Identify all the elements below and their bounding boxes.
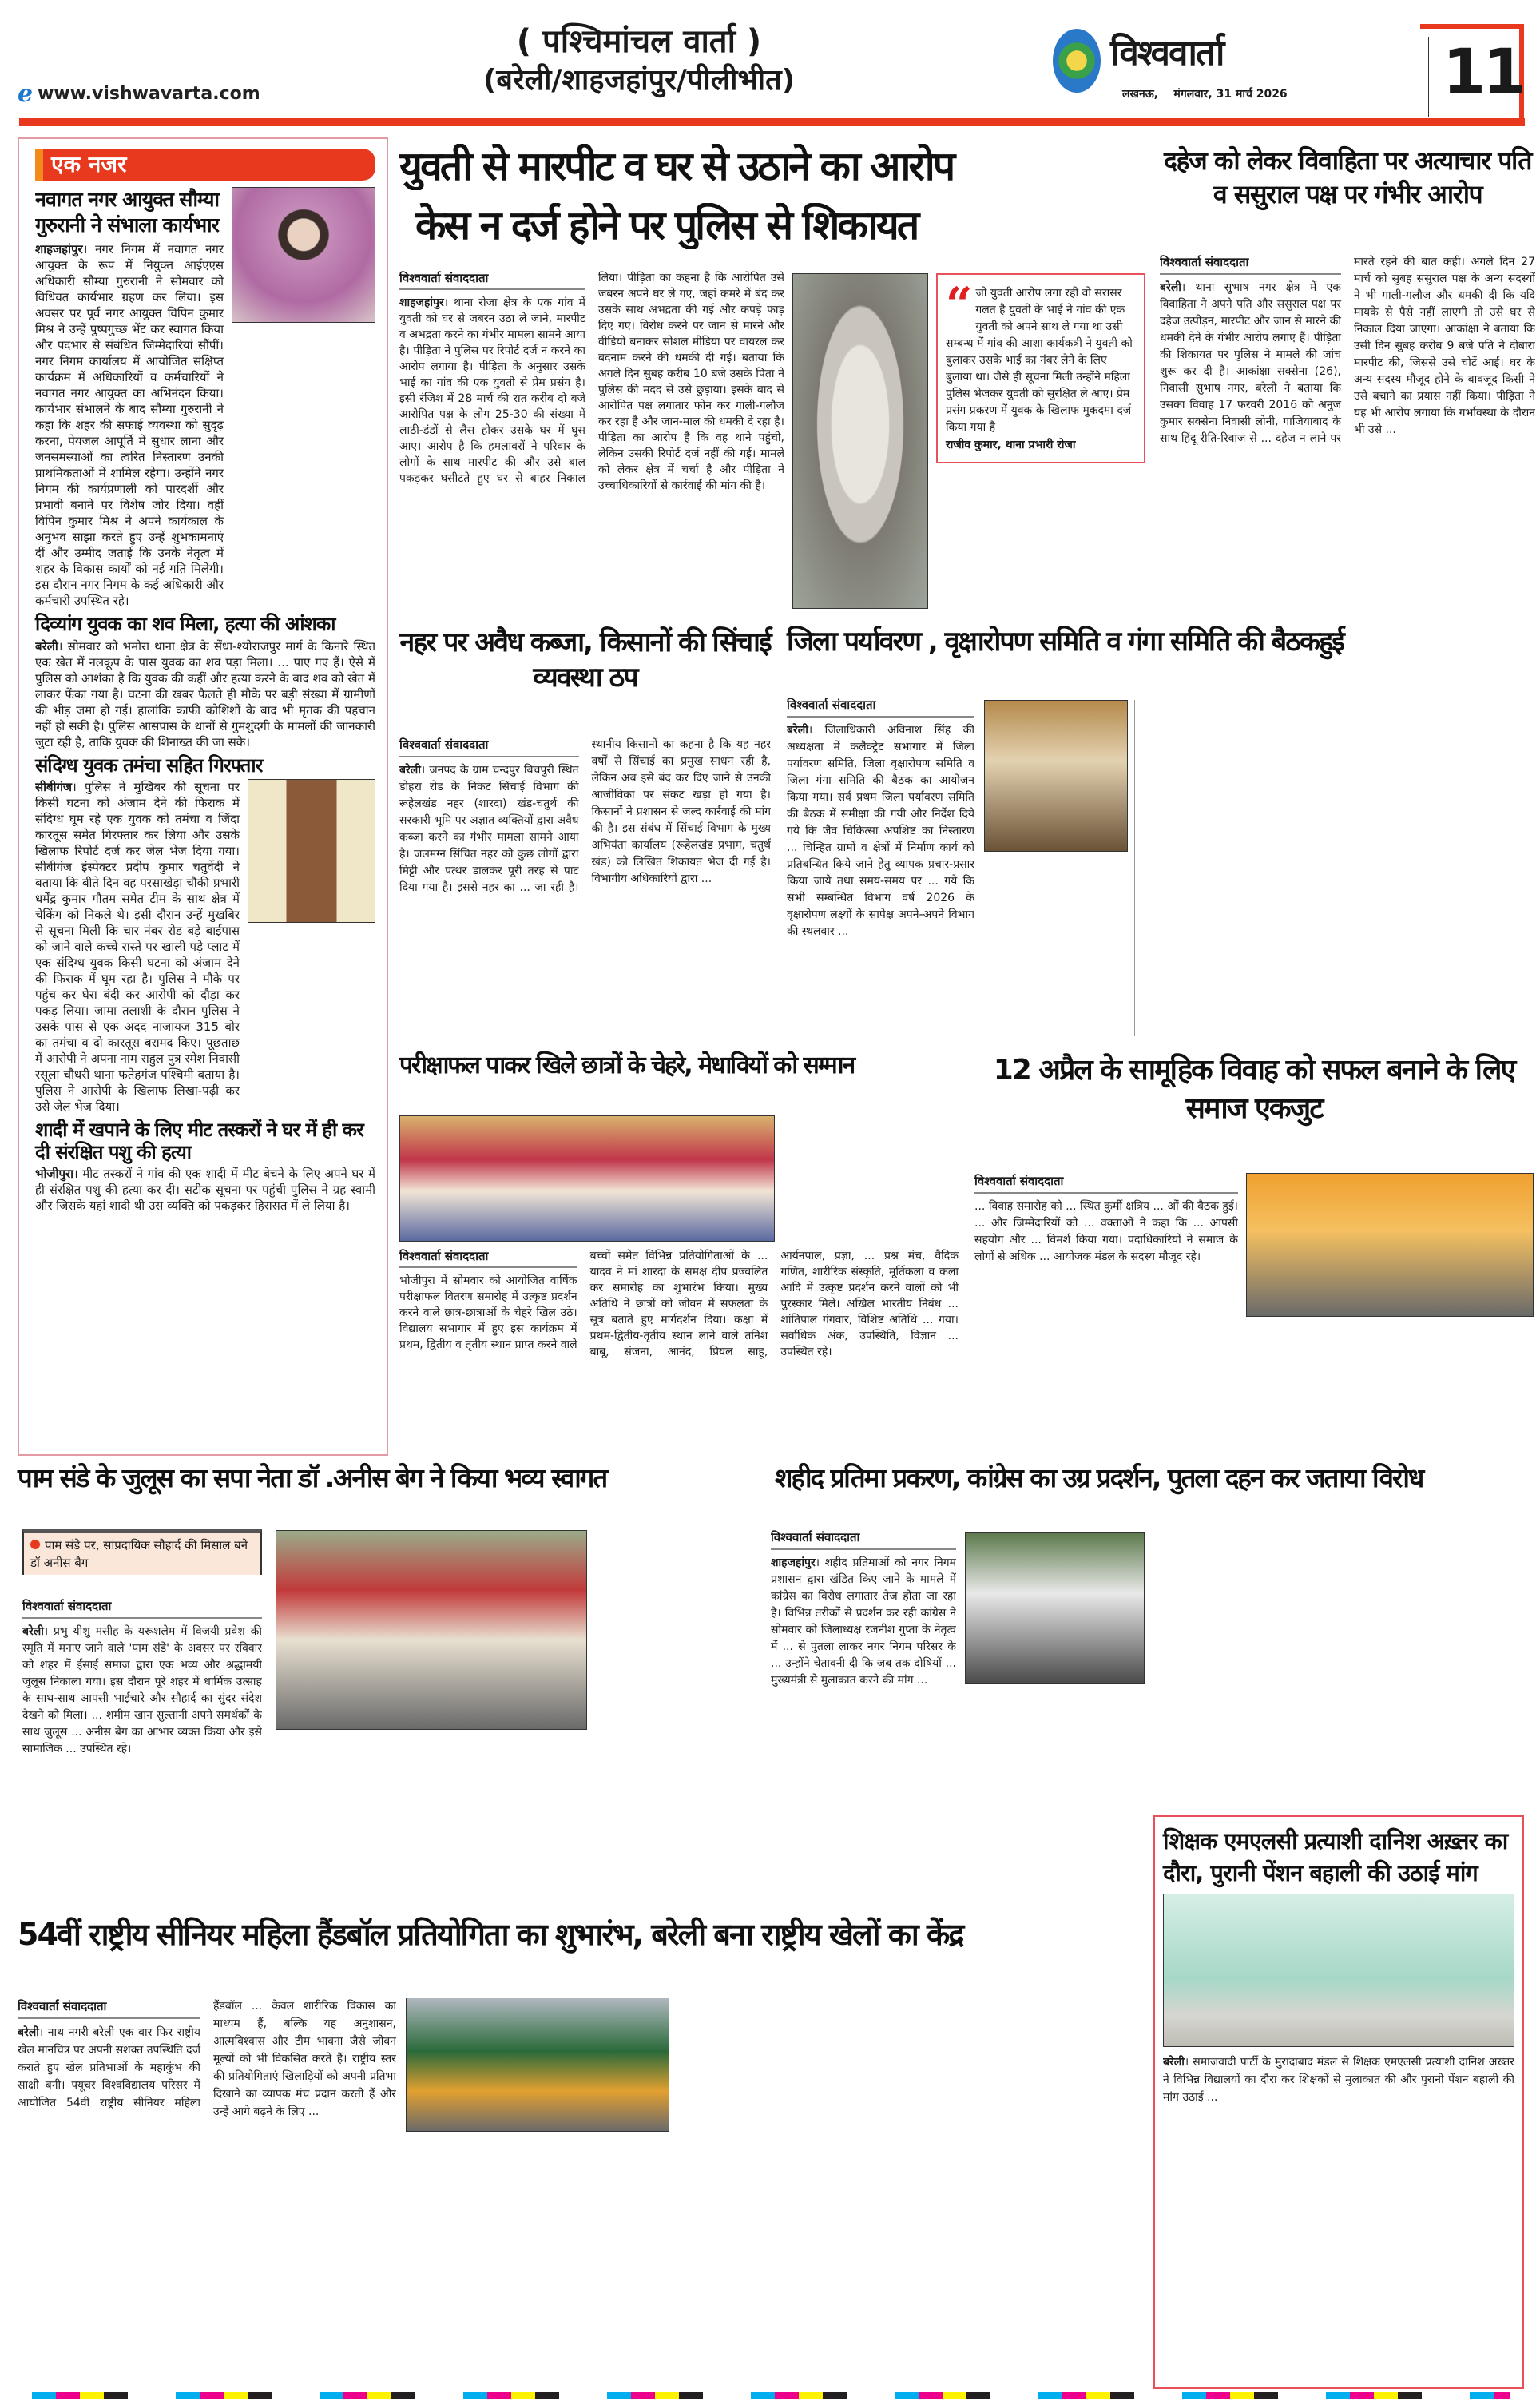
byline: विश्ववार्ता संवाददाता xyxy=(22,1598,262,1619)
dm-meeting-photo xyxy=(984,700,1128,852)
story-text: । प्रभु यीशु मसीह के यरूशलेम में विजयी प्रवेश की स्मृति में मनाए जाने वाले 'पाम संडे' के अवसर पर रविवार को शहर में ईसाई समाज द्वारा एक भव्य और श्रद्धामयी जुलूस निकाला गया। इस दौरान पूरे शहर में धार्मिक उत्साह के साथ-साथ आपसी भाईचारे और सौहार्द का सुंदर संदेश देखने को मिला। ... शमीम खान सुल्तानी अपने समर्थकों के साथ जुलूस ... अनीस बेग का आभार व्यक्त किया और इसे सामाजिक ... उपस्थित रहे। xyxy=(22,1625,262,1755)
martyr-story-body xyxy=(771,1529,956,1905)
lead-story-body xyxy=(399,270,784,617)
byline: विश्ववार्ता संवाददाता xyxy=(787,697,974,718)
column-rule xyxy=(1134,700,1135,1036)
story-text: ... विवाह समारोह को ... स्थित कुर्मी क्षत्रिय ... ओं की बैठक हुई। ... और जिम्मेदारियों को ... वक्ताओं ने कहा कि ... आपसी सहयोग और ... विमर्श किया गया। पदाधिकारियों ने समाज के लोगों से अधिक ... आयोजक मंडल के सदस्य मौजूद रहे। xyxy=(974,1200,1238,1263)
page-number-box xyxy=(1420,24,1524,123)
arrest-photo xyxy=(248,779,375,923)
palm-highlight-box xyxy=(22,1529,262,1575)
story-text: । जिलाधिकारी अविनाश सिंह की अध्यक्षता में कलैक्ट्रेट सभागार में जिला पर्यावरण समिति, जिला वृक्षारोपण समिति व जिला गंगा समिति की बैठक का आयोजन किया गया। सर्व प्रथम जिला पर्यावरण समिति की बैठक में समीक्षा की गयी और निर्देश दिये गये कि जैव चिकित्सा अपशिष्ट का निस्तारण ... चिन्हित ग्रामों व क्षेत्रों में निर्माण कार्य को प्रतिबन्धित किये जाने हेतु व्यापक प्रचार-प्रसार किया जाये तथा समय-समय पर ... गये कि सभी सम्बन्धित विभाग वर्ष 2026 के वृक्षारोपण लक्ष्यों के सापेक्ष अपने-अपने विभाग की स्थलवार ... xyxy=(787,724,974,938)
wedding-story-body xyxy=(974,1173,1238,1454)
byline: विश्ववार्ता संवाददाता xyxy=(1160,254,1341,275)
story-text: भोजीपुरा में सोमवार को आयोजित वार्षिक परीक्षाफल वितरण समारोह में उत्कृष्ट प्रदर्शन करने वाले छात्र-छात्राओं के चेहरे खिल उठे। विद्यालय सभागार में हुए इस कार्यक्रम में प्रथम, द्वितीय व तृतीय स्थान प्राप्त करने वाले बच्चों समेत विभिन्न प्रतियोगिताओं के ... यादव ने मां शारदा के समक्ष दीप प्रज्वलित कर समारोह का शुभारंभ किया। मुख्य अतिथि ने छात्रों को जीवन में सफलता के सूत्र बताते हुए मार्गदर्शन दिया। कक्षा में प्रथम-द्वितीय-तृतीय स्थान लाने वाले तनिश बाबू, संजना, आनंद, प्रियल साहू, आर्यनपाल, प्रज्ञा, ... प्रश्न मंच, वैदिक गणित, शारीरिक संस्कृति, मूर्तिकला व कला आदि में उत्कृष्ट प्रदर्शन करने वालों को भी पुरस्कार मिले। अखिल भारतीय निबंध ... शांतिपाल गंगवार, विशिष्ट अतिथि ... गया। सर्वाधिक अंक, उपस्थिति, विज्ञान ... उपस्थित रहे। xyxy=(399,1250,959,1358)
env-headline: जिला पर्यावरण , वृक्षारोपण समिति व गंगा समिति की बैठकहुई xyxy=(787,626,1344,658)
canal-headline: नहर पर अवैध कब्जा, किसानों की सिंचाई व्यवस्था ठप xyxy=(399,626,771,694)
sidebar-headline: दिव्यांग युवक का शव मिला, हत्या की आंशका xyxy=(35,613,335,635)
byline: विश्ववार्ता संवाददाता xyxy=(18,1998,200,2019)
dateline-place: बरेली xyxy=(787,724,808,737)
sidebar-headline: शादी में खपाने के लिए मीट तस्करों ने घर में ही कर दी संरक्षित पशु की हत्या xyxy=(35,1119,363,1163)
dateline-place: भोजीपुरा xyxy=(35,1167,73,1182)
dateline-place: बरेली xyxy=(18,2026,39,2039)
quote-mark-icon: “ xyxy=(946,277,973,332)
wedding-headline: 12 अप्रैल के सामूहिक विवाह को सफल बनाने के लिए समाज एकजुट xyxy=(993,1054,1515,1125)
handball-team-photo xyxy=(406,1998,669,2132)
mlc-story-box xyxy=(1153,1815,1524,2389)
lead-headline-line2: केस न दर्ज होने पर पुलिस से शिकायत xyxy=(415,203,918,248)
sidebar-headline: नवागत नगर आयुक्त सौम्या गुरुरानी ने संभाला कार्यभार xyxy=(35,188,220,237)
story-text: । थाना सुभाष नगर क्षेत्र में एक विवाहिता ने अपने पति और ससुराल पक्ष पर दहेज उत्पीड़न, मारपीट और जान से मारने की धमकी देने के गंभीर आरोप लगाए हैं। पीड़िता की शिकायत पर पुलिस ने मामले की जांच शुरू कर दी है। आकांक्षा सक्सेना (26), निवासी सुभाष नगर, बरेली ने बताया कि उसका विवाह 17 फरवरी 2016 को अनुज कुमार सक्सेना निवासी लोनी, गाजियाबाद के साथ हिंदू रीति-रिवाज से ... दहेज न लाने पर मारते रहने की बात कही। अगले दिन 27 मार्च को सुबह ससुराल पक्ष के अन्य सदस्यों ने भी गाली-गलौज और धमकी दी कि यदि मायके से पैसे नहीं लाएगी तो उसे घर से निकाल दिया जाएगा। आकांक्षा ने बताया कि उसी दिन सुबह करीब 9 बजे पति ने दोबारा मारपीट की, जिससे उसे चोटें आईं। घर के अन्य सदस्य मौजूद होने के बावजूद किसी ने उसे बचाने का प्रयास नहीं किया। पीड़िता ने यह भी आरोप लगाया कि गर्भावस्था के दौरान भी उसे ... xyxy=(1160,256,1535,445)
story-text: । मीट तस्करों ने गांव की एक शादी में मीट बेचने के लिए अपने घर में ही संरक्षित पशु की हत्या कर दी। सटीक सूचना पर पहुंची पुलिस ने ग्रह स्वामी और जिसके यहां शादी थी उस व्यक्ति को पकड़कर हिरासत में ले लिया है। xyxy=(35,1167,375,1214)
paper-logo xyxy=(1053,29,1101,93)
story-text: । नाथ नगरी बरेली एक बार फिर राष्ट्रीय खेल मानचित्र पर अपनी सशक्त उपस्थिति दर्ज कराते हुए खेल प्रतिभाओं के महाकुंभ की साक्षी बनी। फ्यूचर विश्वविद्यालय परिसर में आयोजित 54वीं राष्ट्रीय सीनियर महिला हैंडबॉल ... केवल शारीरिक विकास का माध्यम हैं, बल्कि यह अनुशासन, आत्मविश्वास और टीम भावना जैसे जीवन मूल्यों को भी विकसित करते हैं। राष्ट्रीय स्तर की प्रतियोगिताएं खिलाड़ियों को अपनी प्रतिभा दिखाने का व्यापक मंच प्रदान करती हैं और उन्हें आगे बढ़ने के लिए ... xyxy=(18,2000,396,2118)
byline: विश्ववार्ता संवाददाता xyxy=(771,1529,956,1550)
byline: विश्ववार्ता संवाददाता xyxy=(399,1248,578,1268)
sidebar-ek-nazar xyxy=(18,137,388,1456)
palm-headline: पाम संडे के जुलूस का सपा नेता डॉ .अनीस बेग ने किया भव्य स्वागत xyxy=(18,1462,607,1493)
palm-story-body xyxy=(22,1598,262,1911)
paper-name: विश्ववार्ता xyxy=(1110,33,1224,74)
students-photo xyxy=(399,1115,775,1242)
page-number: 11 xyxy=(1443,37,1523,109)
dateline-place: बरेली xyxy=(22,1625,44,1638)
community-meeting-photo xyxy=(1246,1173,1534,1317)
procession-photo xyxy=(276,1530,587,1730)
dowry-story-body xyxy=(1160,254,1535,617)
dateline-place: शाहजहांपुर xyxy=(35,242,83,256)
highlight-text: पाम संडे पर, सांप्रदायिक सौहार्द की मिसाल बने डॉ अनीस बैग xyxy=(30,1538,248,1570)
byline: विश्ववार्ता संवाददाता xyxy=(399,737,579,757)
edition-regions: (बरेली/शाहजहांपुर/पीलीभीत) xyxy=(482,64,796,97)
story-text: । शहीद प्रतिमाओं को नगर निगम प्रशासन द्वारा खंडित किए जाने के मामले में कांग्रेस का विरोध लगातार तेज होता जा रहा है। विभिन्न तरीकों से प्रदर्शन कर रही कांग्रेस ने सोमवार को जिलाध्यक्ष रजनीश गुप्ता के नेतृत्व में ... से पुतला लाकर नगर निगम परिसर के ... उन्होंने चेतावनी दी कि जब तक दोषियों ... मुख्यमंत्री से मुलाकात करने की मांग ... xyxy=(771,1556,956,1687)
handball-headline: 54वीं राष्ट्रीय सीनियर महिला हैंडबॉल प्रतियोगिता का शुभारंभ, बरेली बना राष्ट्रीय खेलों का केंद्र xyxy=(18,1917,963,1952)
story-text: । समाजवादी पार्टी के मुरादाबाद मंडल से शिक्षक एमएलसी प्रत्याशी दानिश अख़्तर ने विभिन्न विद्यालयों का दौरा कर शिक्षकों से मुलाकात की और पुरानी पेंशन बहाली की मांग उठाई ... xyxy=(1163,2056,1514,2104)
dateline-place: बरेली xyxy=(35,638,58,654)
masthead-rule xyxy=(19,118,1525,126)
sidebar-banner: एक नजर xyxy=(35,149,375,181)
mlc-story-body xyxy=(1163,2053,1514,2293)
martyr-headline: शहीद प्रतिमा प्रकरण, कांग्रेस का उग्र प्रदर्शन, पुतला दहन कर जताया विरोध xyxy=(775,1462,1423,1493)
dateline-place: बरेली xyxy=(399,764,421,777)
result-headline: परीक्षाफल पाकर खिले छात्रों के चेहरे, मेधावियों को सम्मान xyxy=(399,1051,855,1079)
website-link[interactable] xyxy=(18,80,260,108)
print-color-bar xyxy=(32,2392,1510,2399)
sidebar-story-text xyxy=(35,779,240,1115)
dateline: लखनऊ, मंगलवार, 31 मार्च 2026 xyxy=(1122,88,1288,101)
police-quote-box xyxy=(936,273,1145,463)
victim-photo xyxy=(792,273,928,609)
protest-photo xyxy=(965,1532,1145,1684)
dateline-place: सीबीगंज xyxy=(35,780,73,795)
bullet-dot-icon xyxy=(30,1540,40,1549)
browser-e-icon: e xyxy=(18,80,34,108)
edition-title: ( पश्चिमांचल वार्ता ) xyxy=(516,23,762,60)
sidebar-story-text xyxy=(35,638,375,750)
story-text: । नगर निगम में नवागत नगर आयुक्त के रूप में नियुक्त आईएएस अधिकारी सौम्या गुरुरानी ने सोमवार को विधिवत कार्यभार ग्रहण कर लिया। इस अवसर पर पूर्व नगर आयुक्त विपिन कुमार मिश्र ने उन्हें पुष्पगुच्छ भेंट कर स्वागत किया और पदभार से संबंधित जिम्मेदारियां सौंपीं। नगर निगम कार्यालय में आयोजित संक्षिप्त कार्यक्रम में अधिकारियों व कर्मचारियों ने नवागत नगर आयुक्त का अभिनंदन किया। कार्यभार संभालने के बाद सौम्या गुरुरानी ने कहा कि शहर की सफाई व्यवस्था को सुदृढ़ करना, पेयजल आपूर्ति में सुधार लाना और जनसमस्याओं का त्वरित निस्तारण उनकी प्राथमिकताओं में शामिल रहेगा। उन्होंने नगर निगम की कार्यप्रणाली को पारदर्शी और प्रभावी बनाने पर विशेष जोर दिया। वहीं विपिन कुमार मिश्र ने अपने कार्यकाल के अनुभव साझा करते हुए उन्हें शुभकामनाएं दीं और उम्मीद जताई कि उनके नेतृत्व में शहर के विकास कार्यों को नई गति मिलेगी। इस दौरान नगर निगम के कई अधिकारी और कर्मचारी उपस्थित रहे। xyxy=(35,242,224,608)
website-url: www.vishwavarta.com xyxy=(38,84,260,104)
quote-text: जो युवती आरोप लगा रही वो सरासर गलत है युवती के भाई ने गांव की एक युवती को अपने साथ ले गया था उसी सम्बन्ध में गांव की आशा कार्यकत्री ने युवती को बुलाकर उसके भाई का नंबर लेने के लिए बुलाया था। जैसे ही सूचना मिली उन्होंने महिला पुलिस भेजकर युवती को सुरक्षित ले आए। प्रेम प्रसंग प्रकरण में युवक के खिलाफ मुकदमा दर्ज किया गया है xyxy=(946,287,1133,434)
dowry-headline: दहेज को लेकर विवाहिता पर अत्याचार पति व ससुराल पक्ष पर गंभीर आरोप xyxy=(1163,145,1531,209)
story-text: । पुलिस ने मुखिबर की सूचना पर किसी घटना को अंजाम देने की फिराक में संदिग्ध घूम रहे एक युवक को तमंचा व जिंदा कारतूस समेत गिरफ्तार कर लिया और उसके खिलाफ रिपोर्ट दर्ज कर जेल भेज दिया गया। सीबीगंज इंस्पेक्टर प्रदीप कुमार चतुर्वेदी ने बताया कि बीते दिन वह परसाखेड़ा चौकी प्रभारी धर्मेंद्र कुमार गौतम समेत टीम के साथ क्षेत्र में चेकिंग को निकले थे। इसी दौरान उन्हें मुखबिर से सूचना मिली कि चार नंबर रोड बड़े बाईपास को जाने वाले कच्चे रास्ते पर खाली पड़े प्लाट में एक संदिग्ध युवक किसी घटना को अंजाम देने की फिराक में घूम रहा है। पुलिस ने मौके पर पहुंच कर घेरा बंदी कर आरोपी को दौड़ा कर पकड़ लिया। जामा तलाशी के दौरान पुलिस ने उसके पास से एक अदद नाजायज 315 बोर का तमंचा व दो कारतूस बरामद किए। पूछताछ में आरोपी ने अपना नाम राहुल पुत्र रमेश निवासी रसूला चौधरी थाना फतेहगंज पश्चिमी बताया है। पुलिस ने आरोपी के खिलाफ लिखा-पढ़ी कर उसे जेल भेज दिया। xyxy=(35,780,240,1115)
sidebar-story-text xyxy=(35,241,224,609)
mlc-headline: शिक्षक एमएलसी प्रत्याशी दानिश अख़्तर का दौरा, पुरानी पेंशन बहाली की उठाई मांग xyxy=(1163,1827,1508,1886)
commissioner-photo xyxy=(232,187,375,323)
story-text: । जनपद के ग्राम चन्दपुर बिचपुरी स्थित डोहरा रोड के निकट सिंचाई विभाग की रूहेलखंड नहर (शारदा) खंड-चतुर्थ की सरकारी भूमि पर अज्ञात व्यक्तियों द्वारा अवैध कब्जा करने का गंभीर मामला सामने आया है। जलमग्न सिंचित नहर को कुछ लोगों द्वारा मिट्टी और पत्थर डालकर पूरी तरह से पाट दिया गया है। इससे नहर का ... जा रही है। स्थानीय किसानों का कहना है कि यह नहर वर्षों से सिंचाई का प्रमुख साधन रही है, लेकिन अब इसे बंद कर दिए जाने से उनकी आजीविका पर संकट खड़ा हो गया है। किसानों ने प्रशासन से जल्द कार्रवाई की मांग की है। इस संबंध में सिंचाई विभाग के मुख्य अभियंता कार्यालय (रूहेलखंड प्रभाग, चतुर्थ खंड) को लिखित शिकायत भेज दी गई है। विभागीय अधिकारियों द्वारा ... xyxy=(399,738,771,894)
dateline-place: शाहजहांपुर xyxy=(771,1556,816,1569)
dateline-place: बरेली xyxy=(1160,281,1181,294)
handball-story-body xyxy=(18,1998,396,2387)
story-text: । थाना रोजा क्षेत्र के एक गांव में युवती को घर से जबरन उठा ले जाने, मारपीट व अभद्रता करने का गंभीर मामला सामने आया है। पीड़िता ने पुलिस पर रिपोर्ट दर्ज न करने का आरोप लगाया है। पीड़िता के अनुसार उसके भाई का गांव की एक युवती से प्रेम प्रसंग है। इसी रंजिश में 28 मार्च की रात करीब दो बजे आरोपित पक्ष के लोग 25-30 की संख्या में लाठी-डंडों से लैस होकर उसके घर में घुस आए। आरोप है कि हमलावरों ने परिवार के लोगों के साथ मारपीट की और उसे बाल पकड़कर घसीटते हुए घर से बाहर निकाल लिया। पीड़िता का कहना है कि आरोपित उसे जबरन अपने घर ले गए, जहां कमरे में बंद कर उसके साथ अभद्रता की गई और कपड़े फाड़ दिए गए। विरोध करने पर जान से मारने और वीडियो बनाकर सोशल मीडिया पर वायरल कर बदनाम करने की धमकी दी गई। बताया कि अगले दिन सुबह करीब 10 बजे उसके पिता ने पुलिस की मदद से उसे छुड़ाया। इसके बाद से आरोपित पक्ष लगातार फोन कर गाली-गलौज कर रहा है और जान-माल की धमकी दे रहा है। पीड़िता का आरोप है कि वह थाने पहुंची, लेकिन उसकी रिपोर्ट दर्ज नहीं की गई। मामले को लेकर क्षेत्र में चर्चा है और पीड़िता ने उच्चाधिकारियों से कार्रवाई की मांग की है। xyxy=(399,272,784,492)
canal-story-body xyxy=(399,737,771,1040)
env-story-body xyxy=(787,697,974,1040)
mlc-visit-photo xyxy=(1163,1894,1514,2047)
lead-headline-line1: युवती से मारपीट व घर से उठाने का आरोप xyxy=(399,144,954,189)
dateline-place: शाहजहांपुर xyxy=(399,296,444,309)
dateline-place: बरेली xyxy=(1163,2056,1185,2069)
story-text: । सोमवार को भमोरा थाना क्षेत्र के सेंधा-श्योराजपुर मार्ग के किनारे स्थित एक खेत में नलकूप के पास युवक का शव पड़ा मिला। ... पाए गए हैं। ऐसे में पुलिस को आशंका है कि युवक की कहीं और हत्या करने के बाद शव को खेत में लाकर फेंका गया है। घटना की खबर फैलते ही मौके पर बड़ी संख्या में ग्रामीणों की भीड़ जमा हो गई। हालांकि काफी कोशिशों के बाद भी मृतक की पहचान नहीं हो सकी है। पुलिस आसपास के थानों से गुमशुदगी के मामलों की जानकारी जुटा रही है, ताकि युवक की शिनाख्त की जा सके। xyxy=(35,638,375,749)
byline: विश्ववार्ता संवाददाता xyxy=(399,270,585,290)
sidebar-story-text xyxy=(35,1166,375,1214)
result-story-body xyxy=(399,1248,959,1454)
byline: विश्ववार्ता संवाददाता xyxy=(974,1173,1238,1194)
sidebar-headline: संदिग्ध युवक तमंचा सहित गिरफ्तार xyxy=(35,753,263,777)
quote-author: राजीव कुमार, थाना प्रभारी रोजा xyxy=(946,439,1076,451)
